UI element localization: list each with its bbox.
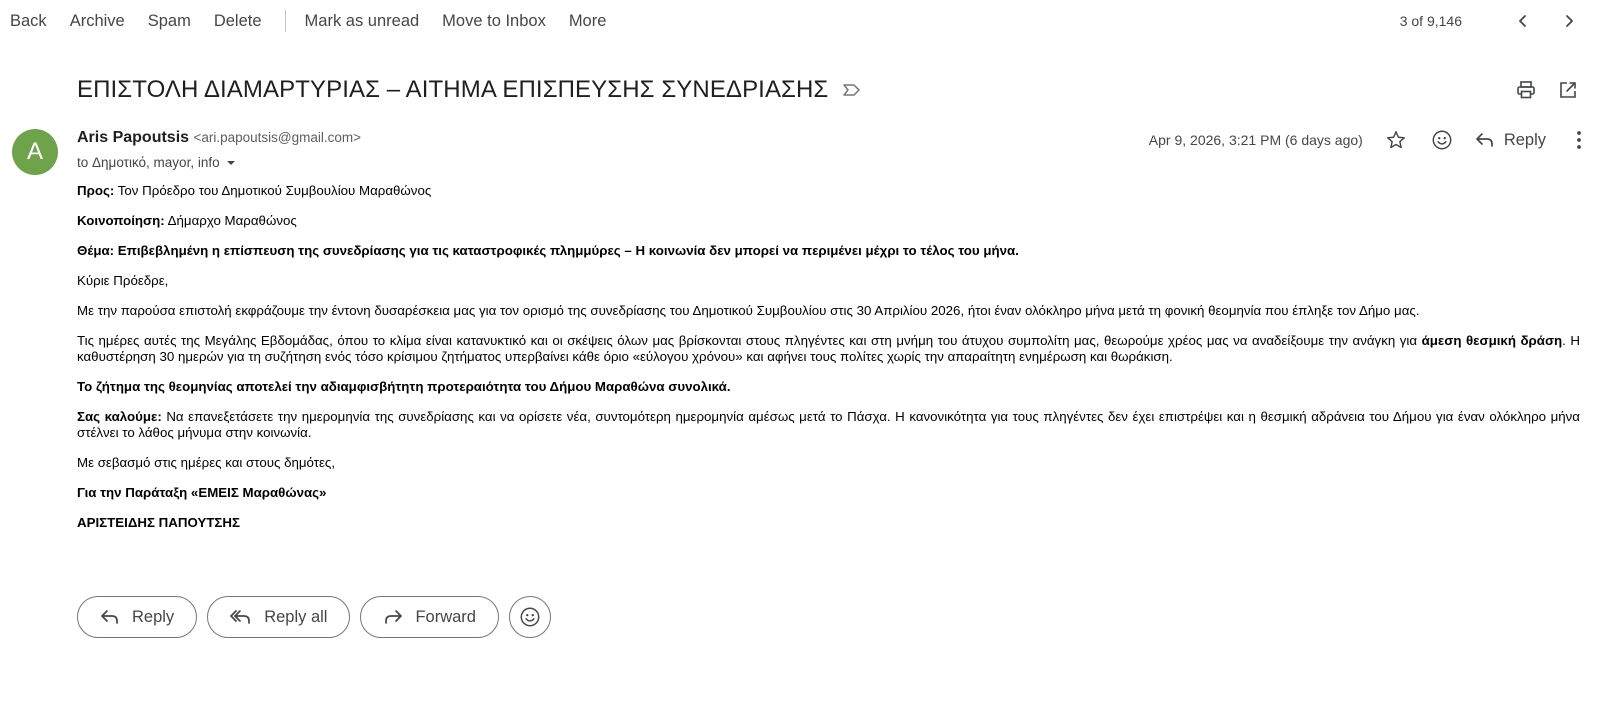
- sender-email: <ari.papoutsis@gmail.com>: [193, 130, 362, 145]
- caret-down-icon[interactable]: [226, 158, 236, 168]
- reply-icon: [1475, 132, 1495, 148]
- print-icon[interactable]: [1514, 78, 1538, 102]
- forward-button[interactable]: [360, 596, 499, 638]
- delete-button[interactable]: Delete: [213, 11, 262, 30]
- sender-line: [77, 129, 361, 147]
- body-signature-party: Για την Παράταξη «ΕΜΕΙΣ Μαραθώνας»: [77, 485, 327, 500]
- reply-button[interactable]: [77, 596, 197, 638]
- reply-button-label: Reply: [132, 607, 175, 626]
- star-icon[interactable]: [1383, 127, 1409, 153]
- forward-icon: [383, 609, 403, 625]
- label-tag-icon[interactable]: [842, 80, 862, 100]
- subject-row: [77, 72, 1580, 108]
- forward-button-label: Forward: [415, 607, 476, 626]
- pager-count: 3 of 9,146: [1399, 13, 1462, 29]
- body-paragraph-4: Σας καλούμε: Να επανεξετάσετε την ημερομηνία της συνεδρίασης και να ορίσετε νέα, συντομότερη ημερομηνία αμέσως μετά το Πάσχα. Η κανονικότητα για τους πληγέντες δεν έχει επιστρέψει και η θεσμική αδράνεια του Δήμου για έναν ολόκληρο μήνα στέλνει το λάθος μήνυμα στην κοινωνία.: [77, 409, 1580, 440]
- body-paragraph-2: Τις ημέρες αυτές της Μεγάλης Εβδομάδας, όπου το κλίμα είναι κατανυκτικό και οι σκέψεις όλων μας βρίσκονται στους πληγέντες και στη μνήμη του άτυχου συμπολίτη μας, θεωρούμε χρέος μας να αναδείξουμε την ανάγκη για άμεση θεσμική δράση. Η καθυστέρηση 30 ημερών για τη συζήτηση ενός τόσο κρίσιμου ζητήματος υπερβαίνει κάθε όριο «εύλογου χρόνου» και αφήνει τους πολίτες χωρίς την απαραίτητη ενημέρωση και θωράκιση.: [77, 333, 1581, 364]
- more-vert-icon[interactable]: [1574, 127, 1584, 153]
- reply-button-top[interactable]: [1475, 131, 1546, 150]
- avatar[interactable]: A: [12, 129, 58, 175]
- email-body: [77, 183, 1580, 545]
- toolbar-divider: [285, 10, 286, 32]
- body-signature-name: ΑΡΙΣΤΕΙΔΗΣ ΠΑΠΟΥΤΣΗΣ: [77, 515, 240, 530]
- reply-icon: [100, 609, 120, 625]
- emoji-reaction-icon[interactable]: [1429, 127, 1455, 153]
- body-closing: Με σεβασμό στις ημέρες και στους δημότες,: [77, 455, 336, 470]
- body-subject-line: Θέμα: Επιβεβλημένη η επίσπευση της συνεδρίασης για τις καταστροφικές πλημμύρες – Η κοινωνία δεν μπορεί να περιμένει μέχρι το τέλος του μήνα.: [77, 243, 1019, 258]
- body-cc-line: Κοινοποίηση: Δήμαρχο Μαραθώνος: [77, 213, 297, 228]
- message-date: Apr 9, 2026, 3:21 PM (6 days ago): [1148, 132, 1363, 148]
- chevron-left-icon[interactable]: [1512, 10, 1534, 32]
- message-meta: [1149, 126, 1584, 154]
- sender-name[interactable]: Aris Papoutsis: [77, 129, 190, 146]
- reply-all-button-label: Reply all: [264, 607, 328, 626]
- body-greeting: Κύριε Πρόεδρε,: [77, 273, 169, 288]
- recipients-text: to Δημοτικό, mayor, info: [77, 155, 220, 170]
- more-button[interactable]: More: [568, 11, 607, 30]
- emoji-icon: [519, 606, 541, 628]
- open-in-new-window-icon[interactable]: [1556, 78, 1580, 102]
- mark-unread-button[interactable]: Mark as unread: [304, 11, 420, 30]
- email-subject: ΕΠΙΣΤΟΛΗ ΔΙΑΜΑΡΤΥΡΙΑΣ – ΑΙΤΗΜΑ ΕΠΙΣΠΕΥΣΗΣ ΣΥΝΕΔΡΙΑΣΗΣ: [77, 76, 829, 103]
- reply-actions: [77, 596, 551, 638]
- body-paragraph-1: Με την παρούσα επιστολή εκφράζουμε την έντονη δυσαρέσκεια μας για τον ορισμό της συνεδρίασης του Δημοτικού Συμβουλίου στις 30 Απριλίου 2026, ήτοι έναν ολόκληρο μήνα μετά τη φονική θεομηνία που έπληξε τον Δήμο μας.: [77, 303, 1420, 318]
- recipients-line[interactable]: [77, 155, 236, 170]
- body-paragraph-3: Το ζήτημα της θεομηνίας αποτελεί την αδιαμφισβήτητη προτεραιότητα του Δήμου Μαραθώνα συνολικά.: [77, 379, 731, 394]
- emoji-reaction-button[interactable]: [509, 596, 551, 638]
- reply-all-button[interactable]: [207, 596, 350, 638]
- reply-label: Reply: [1503, 130, 1546, 149]
- reply-all-icon: [230, 609, 252, 625]
- archive-button[interactable]: Archive: [69, 11, 125, 30]
- move-to-inbox-button[interactable]: Move to Inbox: [442, 11, 546, 30]
- back-button[interactable]: Back: [10, 11, 47, 30]
- chevron-right-icon[interactable]: [1558, 10, 1580, 32]
- toolbar: [0, 0, 1600, 42]
- spam-button[interactable]: Spam: [147, 11, 191, 30]
- body-to-line: Προς: Τον Πρόεδρο του Δημοτικού Συμβουλίου Μαραθώνος: [77, 183, 432, 198]
